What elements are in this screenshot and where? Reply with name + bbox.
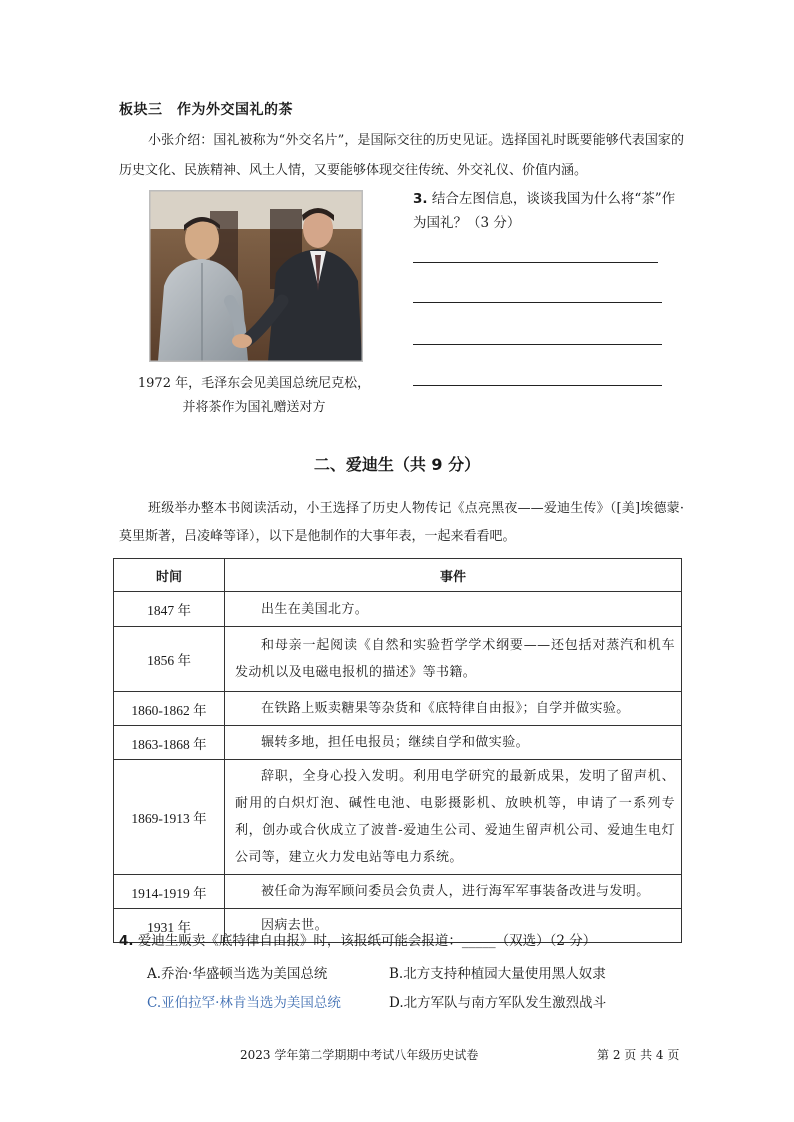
row-year: 1914-1919 年 — [114, 875, 225, 909]
events-table — [113, 558, 682, 943]
table-row — [114, 692, 682, 726]
footer-page-number: 第 2 页 共 4 页 — [597, 1048, 680, 1062]
photo-caption — [119, 372, 389, 420]
caption-line-1: 1972 年，毛泽东会见美国总统尼克松， — [137, 376, 371, 391]
row-event: 被任命为海军顾问委员会负责人，进行海军军事装备改进与发明。 — [225, 875, 682, 909]
row-year: 1847 年 — [114, 592, 225, 627]
row-event: 和母亲一起阅读《自然和实验哲学学术纲要——还包括对蒸汽和机车发动机以及电磁电报机的描述》等书籍。 — [225, 627, 682, 692]
option-c[interactable]: C.亚伯拉罕·林肯当选为美国总统 — [147, 995, 341, 1011]
row-year: 1863-1868 年 — [114, 726, 225, 760]
question-3-text: 结合左图信息，谈谈我国为什么将“茶”作为国礼？（3 分） — [413, 191, 676, 231]
column-header-event: 事件 — [225, 559, 682, 592]
question-4-number: 4. — [119, 933, 134, 949]
row-year: 1869-1913 年 — [114, 760, 225, 875]
table-header-row — [114, 559, 682, 592]
table-row — [114, 627, 682, 692]
row-event: 在铁路上贩卖糖果等杂货和《底特律自由报》；自学并做实验。 — [225, 692, 682, 726]
option-a[interactable]: A.乔治·华盛顿当选为美国总统 — [147, 966, 328, 982]
question-4 — [119, 929, 689, 949]
row-event: 出生在美国北方。 — [225, 592, 682, 627]
question-4-text: 爱迪生贩卖《底特律自由报》时，该报纸可能会报道：_____（双选）（2 分） — [137, 933, 597, 949]
answer-line[interactable] — [413, 344, 662, 345]
answer-line[interactable] — [413, 262, 658, 263]
section-intro: 小张介绍：国礼被称为“外交名片”，是国际交往的历史见证。选择国礼时既要能够代表国家的历史文化、民族精神、风土人情，又要能够体现交往传统、外交礼仪、价值内涵。 — [119, 133, 684, 178]
row-year: 1931 年 — [114, 909, 225, 943]
answer-line[interactable] — [413, 385, 662, 386]
question-3 — [413, 187, 678, 235]
footer-exam-name: 2023 学年第二学期期中考试八年级历史试卷 — [240, 1048, 479, 1062]
table-row — [114, 875, 682, 909]
row-event: 因病去世。 — [225, 909, 682, 943]
column-header-time: 时间 — [114, 559, 225, 592]
option-b[interactable]: B.北方支持种植园大量使用黑人奴隶 — [389, 966, 606, 982]
section-title: 板块三 作为外交国礼的茶 — [119, 102, 293, 118]
caption-line-2: 并将茶作为国礼赠送对方 — [182, 400, 326, 415]
answer-line[interactable] — [413, 302, 662, 303]
part-intro: 班级举办整本书阅读活动，小王选择了历史人物传记《点亮黑夜——爱迪生传》（[美]埃德蒙·莫里斯著，吕凌峰等译），以下是他制作的大事年表，一起来看看吧。 — [119, 501, 684, 544]
row-event: 辞职，全身心投入发明。利用电学研究的最新成果，发明了留声机、耐用的白炽灯泡、碱性电池、电影摄影机、放映机等，申请了一系列专利，创办或合伙成立了波普-爱迪生公司、爱迪生留声机公司、爱迪生电灯公司等，建立火力发电站等电力系统。 — [225, 760, 682, 875]
question-3-number: 3. — [413, 191, 428, 207]
table-row — [114, 760, 682, 875]
row-year: 1860-1862 年 — [114, 692, 225, 726]
table-row — [114, 592, 682, 627]
part-title: 二、爱迪生（共 9 分） — [313, 455, 481, 474]
table-row — [114, 726, 682, 760]
row-event: 辗转多地，担任电报员；继续自学和做实验。 — [225, 726, 682, 760]
historical-photo — [149, 190, 363, 362]
row-year: 1856 年 — [114, 627, 225, 692]
option-d[interactable]: D.北方军队与南方军队发生激烈战斗 — [389, 995, 607, 1011]
